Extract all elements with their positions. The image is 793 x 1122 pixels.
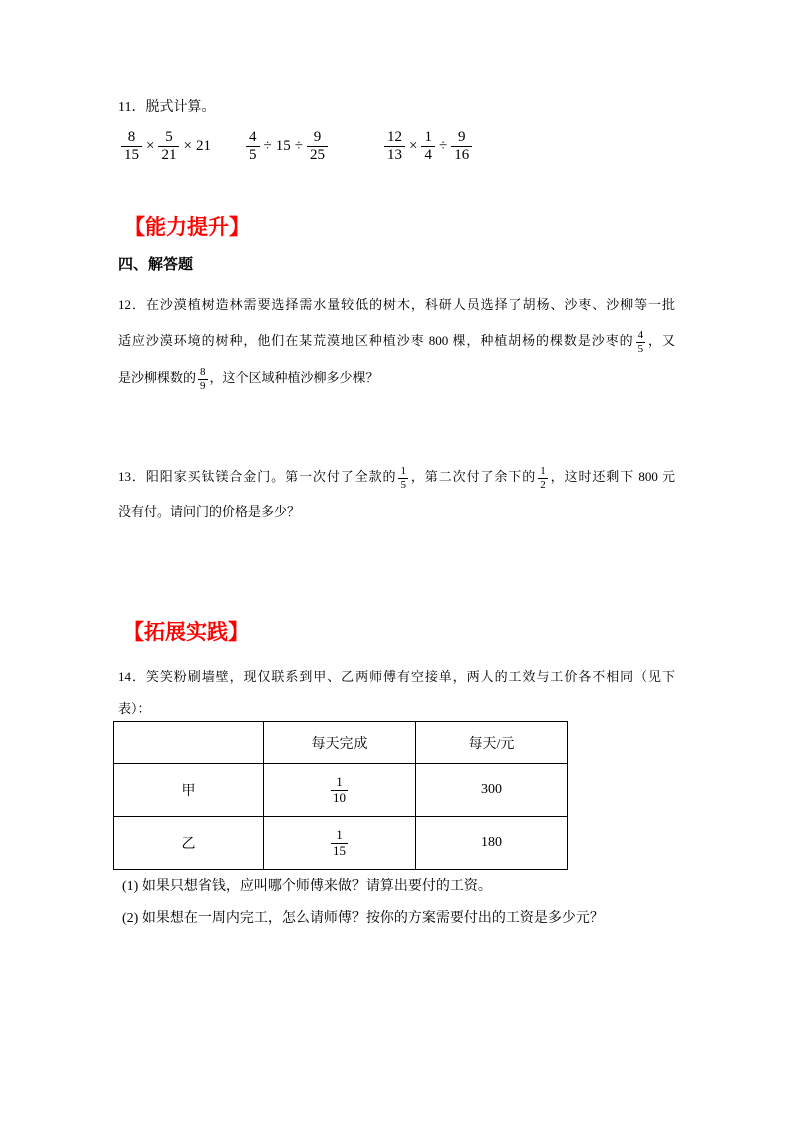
fraction: $\frac{12}{13}$	[384, 129, 405, 165]
table-header-blank	[114, 722, 264, 764]
problem-14-question-2: (2) 如果想在一周内完工，怎么请师傅？按你的方案需要付出的工资是多少元？	[122, 911, 604, 926]
problem-13	[118, 458, 675, 528]
problem-14-line-2: 表）：	[118, 701, 151, 716]
worker-yi-rate	[264, 817, 416, 870]
fraction: $\frac{8}{15}$	[121, 129, 142, 165]
problem-14	[118, 661, 675, 725]
table-row-worker-yi	[114, 817, 568, 870]
problem-11-expression-3	[383, 129, 473, 165]
operator: ×	[409, 138, 418, 155]
number: 21	[195, 138, 211, 155]
fraction: $\frac{9}{25}$	[307, 129, 328, 165]
operator: ×	[183, 138, 192, 155]
fraction: $\frac{1}{5}$	[400, 464, 406, 491]
problem-12-line-1: 12．在沙漠植树造林需要选择需水量较低的树木，科研人员选择了胡杨、沙枣、沙柳等一批	[118, 297, 675, 312]
fraction: $\frac{4}{5}$	[637, 328, 644, 355]
fraction: $\frac{9}{16}$	[451, 129, 472, 165]
problem-11-title: 11．脱式计算。	[118, 100, 216, 115]
operator: ×	[146, 138, 155, 155]
problem-14-question-1: (1) 如果只想省钱，应叫哪个师傅来做？请算出要付的工资。	[122, 879, 492, 894]
problem-14-line-1: 14．笑笑粉刷墙壁，现仅联系到甲、乙两师傅有空接单，两人的工效与工价各不相同（见下	[118, 669, 675, 684]
operator: ÷	[263, 138, 272, 155]
operator: ÷	[438, 138, 448, 155]
fraction: $\frac{1}{10}$	[333, 773, 346, 805]
problem-12-line-2: 适应沙漠环境的树种，他们在某荒漠地区种植沙枣 800 棵，种植胡杨的棵数是沙枣的 $\frac{4}{5}$ ，又	[118, 328, 675, 355]
section-heading-practice: 【拓展实践】	[123, 621, 249, 644]
worker-price-table	[113, 721, 568, 870]
worker-jia-price: 300	[416, 764, 568, 817]
section-heading-ability: 【能力提升】	[124, 216, 250, 239]
worker-yi-label: 乙	[114, 817, 264, 870]
table-header-row	[114, 722, 568, 764]
worker-jia-rate	[264, 764, 416, 817]
table-row-worker-jia	[114, 764, 568, 817]
problem-12-line-3: 是沙柳棵数的 $\frac{8}{9}$ ，这个区域种植沙柳多少棵？	[118, 365, 379, 392]
fraction: $\frac{1}{2}$	[540, 464, 546, 491]
problem-11-expression-1	[120, 129, 212, 165]
problem-11-expression-2	[245, 129, 329, 165]
operator: ÷	[294, 138, 303, 155]
fraction: $\frac{8}{9}$	[200, 365, 206, 392]
number: 15	[275, 138, 291, 155]
table-header-daily-work: 每天完成	[264, 722, 416, 764]
fraction: $\frac{4}{5}$	[246, 129, 260, 165]
worker-jia-label: 甲	[114, 764, 264, 817]
problem-13-line-1: 13．阳阳家买钛镁合金门。第一次付了全款的 $\frac{1}{5}$ ，第二次付了余下的 $\frac{1}{2}$ ，这时还剩下 800 元	[118, 464, 675, 491]
fraction: $\frac{5}{21}$	[158, 129, 179, 165]
problem-12	[118, 287, 675, 397]
worker-yi-price: 180	[416, 817, 568, 870]
fraction: $\frac{1}{15}$	[333, 826, 346, 858]
problem-13-line-2: 没有付。请问门的价格是多少？	[118, 504, 301, 519]
fraction: $\frac{1}{4}$	[421, 129, 435, 165]
table-header-daily-pay: 每天/元	[416, 722, 568, 764]
section-heading-answer-questions: 四、解答题	[118, 256, 194, 273]
